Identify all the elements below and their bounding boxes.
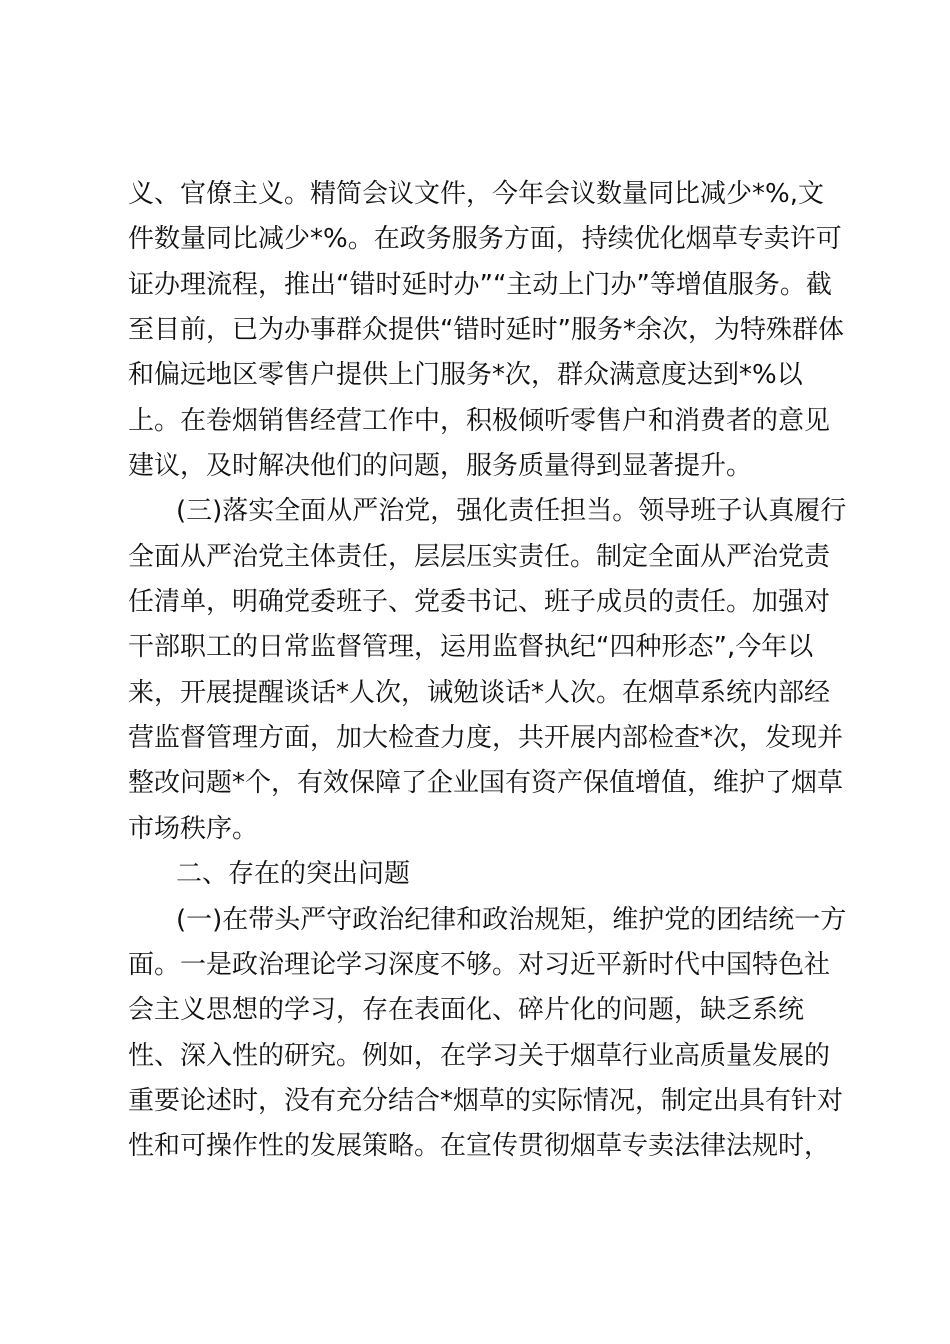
text-line: 性、深入性的研究。例如，在学习关于烟草行业高质量发展的	[128, 1040, 831, 1071]
text-line: 证办理流程，推出“错时延时办”“主动上门办”等增值服务。截	[128, 269, 832, 300]
text-line: 和偏远地区零售户提供上门服务*次，群众满意度达到*%以	[128, 360, 803, 391]
text-line: 件数量同比减少*%。在政务服务方面，持续优化烟草专卖许可	[128, 224, 842, 255]
text-line: 重要论述时，没有充分结合*烟草的实际情况，制定出具有针对	[128, 1085, 844, 1116]
text-line: 面。一是政治理论学习深度不够。对习近平新时代中国特色社	[128, 949, 831, 980]
text-line: 整改问题*个，有效保障了企业国有资产保值增值，维护了烟草	[128, 768, 844, 799]
text-line: 义、官僚主义。精简会议文件，今年会议数量同比减少*%,文	[128, 179, 824, 209]
chapter-heading: 二、存在的突出问题	[176, 859, 411, 890]
text-line: 建议，及时解决他们的问题，服务质量得到显著提升。	[128, 451, 753, 482]
text-line: 至目前，已为办事群众提供“错时延时”服务*余次，为特殊群体	[128, 315, 844, 346]
text-line: 干部职工的日常监督管理，运用监督执纪“四种形态”,今年以	[128, 632, 814, 663]
text-line: 任清单，明确党委班子、党委书记、班子成员的责任。加强对	[128, 587, 831, 618]
text-line: 市场秩序。	[128, 813, 259, 844]
text-line: 全面从严治党主体责任，层层压实责任。制定全面从严治党责	[128, 541, 831, 572]
text-line: 会主义思想的学习，存在表面化、碎片化的问题，缺乏系统	[128, 995, 805, 1026]
text-line: 性和可操作性的发展策略。在宣传贯彻烟草专卖法律法规时，	[128, 1131, 831, 1162]
text-line: 来，开展提醒谈话*人次，诫勉谈话*人次。在烟草系统内部经	[128, 677, 831, 708]
text-line: 上。在卷烟销售经营工作中，积极倾听零售户和消费者的意见	[128, 405, 831, 436]
section-heading-line: (三)落实全面从严治党，强化责任担当。领导班子认真履行	[176, 496, 847, 527]
text-line: 营监督管理方面，加大检查力度，共开展内部检查*次，发现并	[128, 723, 844, 754]
section-heading-line: (一)在带头严守政治纪律和政治规矩，维护党的团结统一方	[176, 904, 847, 935]
document-body	[128, 172, 847, 1170]
